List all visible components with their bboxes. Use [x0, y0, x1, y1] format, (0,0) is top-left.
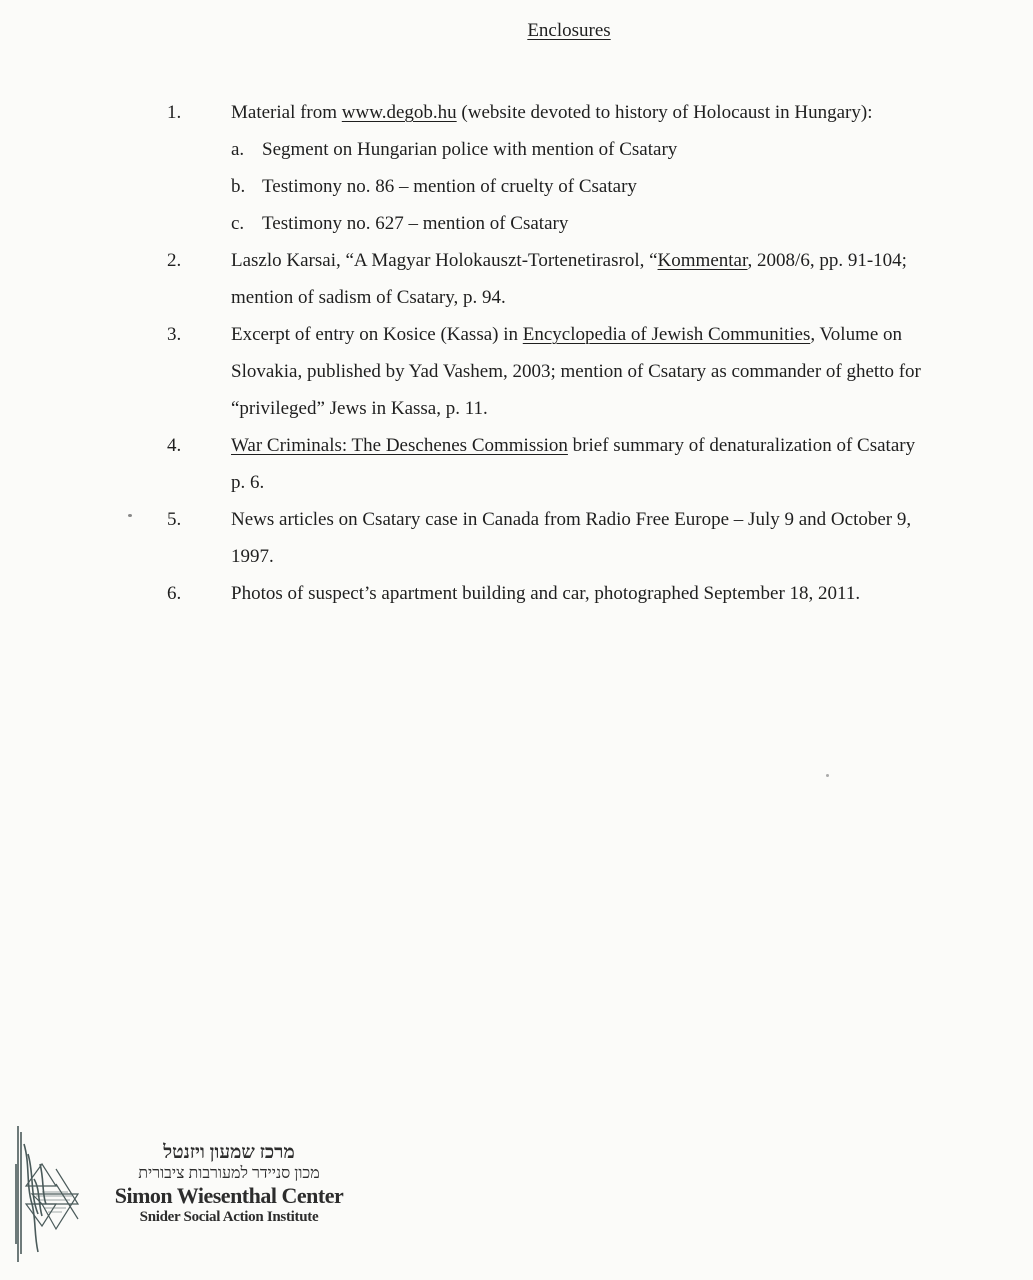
- item-number: 2.: [167, 250, 182, 271]
- scan-speck: [128, 514, 132, 517]
- item-continuation: mention of sadism of Csatary, p. 94.: [231, 287, 506, 308]
- item-number: 1.: [167, 102, 182, 123]
- item-continuation: “privileged” Jews in Kassa, p. 11.: [231, 398, 488, 419]
- item-text: [231, 501, 1016, 575]
- logo-org-name: Simon Wiesenthal Center: [114, 1183, 344, 1208]
- item-text: [231, 94, 1016, 131]
- sub-item-letter: c.: [231, 213, 245, 234]
- sub-item-text: Testimony no. 627 – mention of Csatary: [262, 213, 569, 234]
- item-continuation: p. 6.: [231, 472, 265, 493]
- item-suffix: (website devoted to history of Holocaust in Hungary):: [456, 102, 873, 123]
- report-title: War Criminals: The Deschenes Commission: [231, 435, 568, 456]
- item-number: 4.: [167, 435, 182, 456]
- item-prefix: Laszlo Karsai, “A Magyar Holokauszt-Tortenetirasrol, “: [231, 250, 658, 271]
- book-title: Encyclopedia of Jewish Communities: [522, 324, 811, 345]
- website-link[interactable]: www.degob.hu: [341, 102, 457, 123]
- item-text: [231, 427, 1016, 501]
- scan-speck: [826, 774, 829, 777]
- item-continuation: Slovakia, published by Yad Vashem, 2003; mention of Csatary as commander of ghetto for: [231, 361, 921, 382]
- logo-institute-name: Snider Social Action Institute: [139, 1209, 319, 1225]
- page-title: Enclosures: [527, 20, 611, 41]
- sub-item-text: Segment on Hungarian police with mention of Csatary: [262, 139, 678, 160]
- sub-item-letter: b.: [231, 176, 246, 197]
- simon-wiesenthal-center-logo: [12, 1124, 372, 1264]
- flame-star-icon: [12, 1124, 90, 1264]
- item-line1: News articles on Csatary case in Canada from Radio Free Europe – July 9 and October 9,: [231, 509, 912, 530]
- item-number: 3.: [167, 324, 182, 345]
- item-suffix: , 2008/6, pp. 91-104;: [747, 250, 907, 271]
- item-number: 5.: [167, 509, 182, 530]
- item-prefix: Excerpt of entry on Kosice (Kassa) in: [231, 324, 523, 345]
- item-suffix: brief summary of denaturalization of Csatary: [567, 435, 916, 456]
- logo-text: [94, 1142, 364, 1226]
- item-text: [231, 242, 1016, 316]
- item-prefix: Material from: [231, 102, 342, 123]
- logo-hebrew-institute: מכון סניידר למעורבות ציבורית: [138, 1165, 320, 1182]
- item-number: 6.: [167, 583, 182, 604]
- item-continuation: 1997.: [231, 546, 274, 567]
- item-text: [231, 316, 1016, 427]
- item-text: Photos of suspect’s apartment building and car, photographed September 18, 2011.: [231, 583, 861, 604]
- logo-hebrew-name: מרכז שמעון ויזנטל: [163, 1142, 295, 1163]
- journal-title: Kommentar: [657, 250, 748, 271]
- sub-item-text: Testimony no. 86 – mention of cruelty of Csatary: [262, 176, 637, 197]
- item-suffix: , Volume on: [810, 324, 903, 345]
- sub-item-letter: a.: [231, 139, 245, 160]
